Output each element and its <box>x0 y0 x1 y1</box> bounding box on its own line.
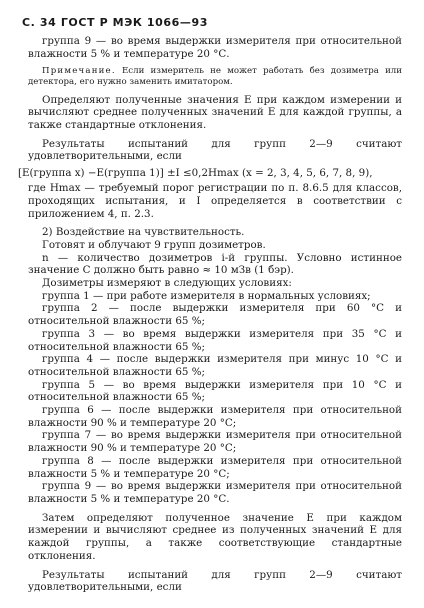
list-item-group-5: группа 5 — во время выдержки измерителя при 10 °С и относительной влажности 65 %; <box>28 378 402 404</box>
page-header: С. 34 ГОСТ Р МЭК 1066—93 <box>22 16 209 29</box>
list-item-group-2: группа 2 — после выдержки измерителя при 60 °С и относительной влажности 65 %; <box>28 302 402 328</box>
paragraph-prepare-groups: Готовят и облучают 9 групп дозиметров. <box>42 238 266 251</box>
paragraph-results-condition: Результаты испытаний для групп 2—9 считают удовлетворительными, если <box>28 137 402 163</box>
paragraph-then-determine: Затем определяют полученное значение E при каждом измерении и вычисляют среднее из полученных значений E для каждой группы, а также соответствующие стандартные отклонения. <box>28 511 402 562</box>
paragraph-sensitivity-heading: 2) Воздействие на чувствительность. <box>42 226 245 239</box>
list-item-group-3: группа 3 — во время выдержки измерителя при 35 °С и относительной влажности 65 %; <box>28 327 402 353</box>
list-item-group-1: группа 1 — при работе измерителя в нормальных условиях; <box>42 289 371 302</box>
paragraph-n-definition: n — количество дозиметров i-й группы. Условно истинное значение С должно быть равно ≈ 10 мЗв (1 бэр). <box>28 251 402 277</box>
list-item-group-9: группа 9 — во время выдержки измерителя при относительной влажности 5 % и температуре 20 °С. <box>28 480 402 505</box>
list-item-group-6: группа 6 — после выдержки измерителя при относительной влажности 90 % и температуре 20 °С; <box>28 404 402 429</box>
note <box>28 66 402 87</box>
list-item-group-4: группа 4 — после выдержки измерителя при минус 10 °С и относительной влажности 65 %; <box>28 353 402 378</box>
paragraph-results-condition-2: Результаты испытаний для групп 2—9 считают удовлетворительными, если <box>28 568 402 594</box>
paragraph-group-9-intro: группа 9 — во время выдержки измерителя при относительной влажности 5 % и температуре 20 °С. <box>28 35 402 60</box>
formula: [E(группа x) −E(группа 1)] ±I ≤0,2Hmax (x = 2, 3, 4, 5, 6, 7, 8, 9), <box>18 167 373 180</box>
note-label: Примечание. <box>42 66 116 77</box>
paragraph-determine-values: Определяют полученные значения E при каждом измерении и вычисляют среднее полученных значений E для каждой группы, а также стандартные отклонения. <box>28 93 402 131</box>
list-item-group-7: группа 7 — во время выдержки измерителя при относительной влажности 90 % и температуре 20 °С; <box>28 429 402 455</box>
paragraph-conditions-intro: Дозиметры измеряют в следующих условиях: <box>42 277 292 290</box>
list-item-group-8: группа 8 — после выдержки измерителя при относительной влажности 5 % и температуре 20 °С; <box>28 454 402 480</box>
paragraph-where-hmax: где Hmax — требуемый порог регистрации по п. 8.6.5 для классов, проходящих испытания, и I определяется в соответствии с приложением 4, п. 2.3. <box>28 182 402 220</box>
note-text: Если измеритель не может работать без дозиметра или детектора, его нужно заменить имитатором. <box>28 66 402 87</box>
